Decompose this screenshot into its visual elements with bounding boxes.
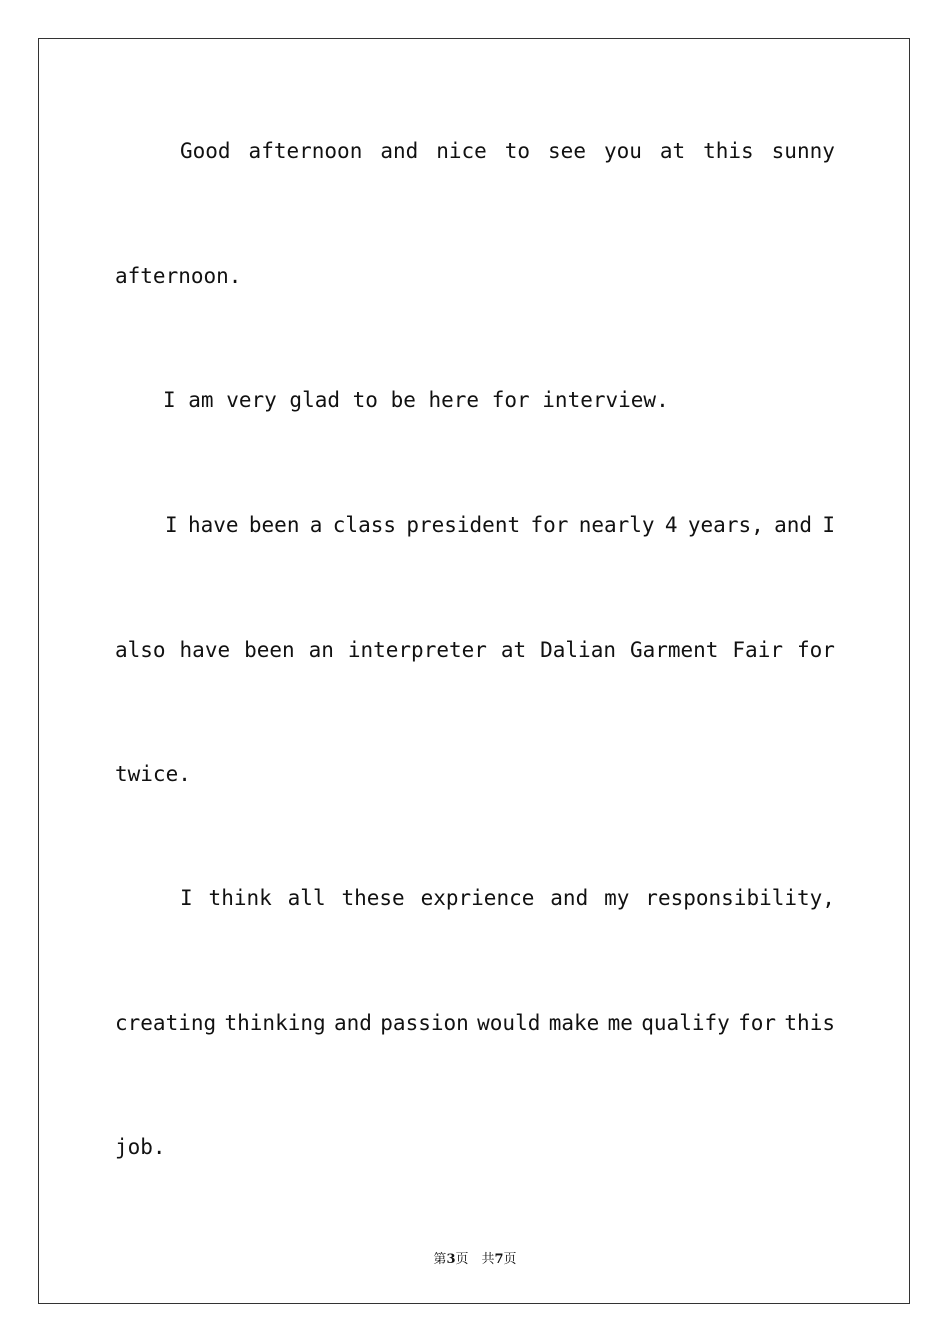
word: have	[187, 513, 239, 537]
word: thinking	[224, 1011, 326, 1035]
page-border	[38, 38, 910, 1304]
footer-suffix: 页	[503, 1252, 517, 1267]
paragraph-4-line-2	[115, 1010, 835, 1036]
word: exprience	[420, 886, 535, 910]
total-pages-number: 7	[494, 1252, 504, 1267]
word: you	[603, 139, 642, 163]
word: think	[208, 886, 272, 910]
paragraph-3-line-2	[115, 637, 835, 663]
word: passion	[380, 1011, 469, 1035]
paragraph-3-line-3: twice.	[115, 762, 191, 786]
word: Dalian	[540, 638, 616, 662]
word: for	[530, 513, 569, 537]
word: president	[406, 513, 521, 537]
word: Garment	[629, 638, 719, 662]
current-page-number: 3	[446, 1252, 456, 1267]
word: class	[332, 513, 396, 537]
footer-middle: 页 共	[455, 1252, 495, 1267]
word: nice	[436, 139, 487, 163]
page-number-footer	[0, 1248, 950, 1267]
word: see	[548, 139, 586, 163]
word: afternoon	[248, 139, 363, 163]
word: have	[179, 638, 231, 662]
word: for	[738, 1011, 777, 1035]
paragraph-3-line-1	[165, 512, 835, 538]
word: been	[248, 513, 300, 537]
paragraph-4-line-1	[180, 885, 835, 911]
word: I	[165, 513, 178, 537]
word: and	[380, 139, 419, 163]
word: me	[607, 1011, 633, 1035]
word: my	[604, 886, 630, 910]
word: at	[500, 638, 527, 662]
word: a	[309, 513, 323, 537]
word: I	[822, 513, 835, 537]
paragraph-2: I am very glad to be here for interview.	[163, 388, 669, 412]
word: and	[774, 513, 813, 537]
word: at	[659, 139, 686, 163]
paragraph-1-line-2: afternoon.	[115, 264, 242, 288]
word: also	[115, 638, 166, 662]
word: all	[287, 886, 326, 910]
word: interpreter	[347, 638, 487, 662]
paragraph-1-line-1	[180, 138, 835, 164]
word: and	[550, 886, 589, 910]
word: sunny	[771, 139, 835, 163]
word: years,	[687, 513, 764, 537]
word: this	[703, 139, 754, 163]
word: make	[548, 1011, 600, 1035]
word: responsibility,	[645, 886, 835, 910]
word: this	[784, 1011, 835, 1035]
word: to	[504, 139, 531, 163]
word: would	[477, 1011, 541, 1035]
word: an	[308, 638, 334, 662]
word: qualify	[641, 1011, 730, 1035]
word: 4	[664, 513, 678, 537]
word: Fair	[732, 638, 783, 662]
word: these	[341, 886, 405, 910]
word: creating	[115, 1011, 217, 1035]
footer-prefix: 第	[433, 1252, 447, 1267]
word: and	[334, 1011, 372, 1035]
word: I	[180, 886, 193, 910]
word: been	[244, 638, 295, 662]
paragraph-4-line-3: job.	[115, 1135, 166, 1159]
word: nearly	[578, 513, 655, 537]
word: Good	[180, 139, 231, 163]
word: for	[796, 638, 835, 662]
